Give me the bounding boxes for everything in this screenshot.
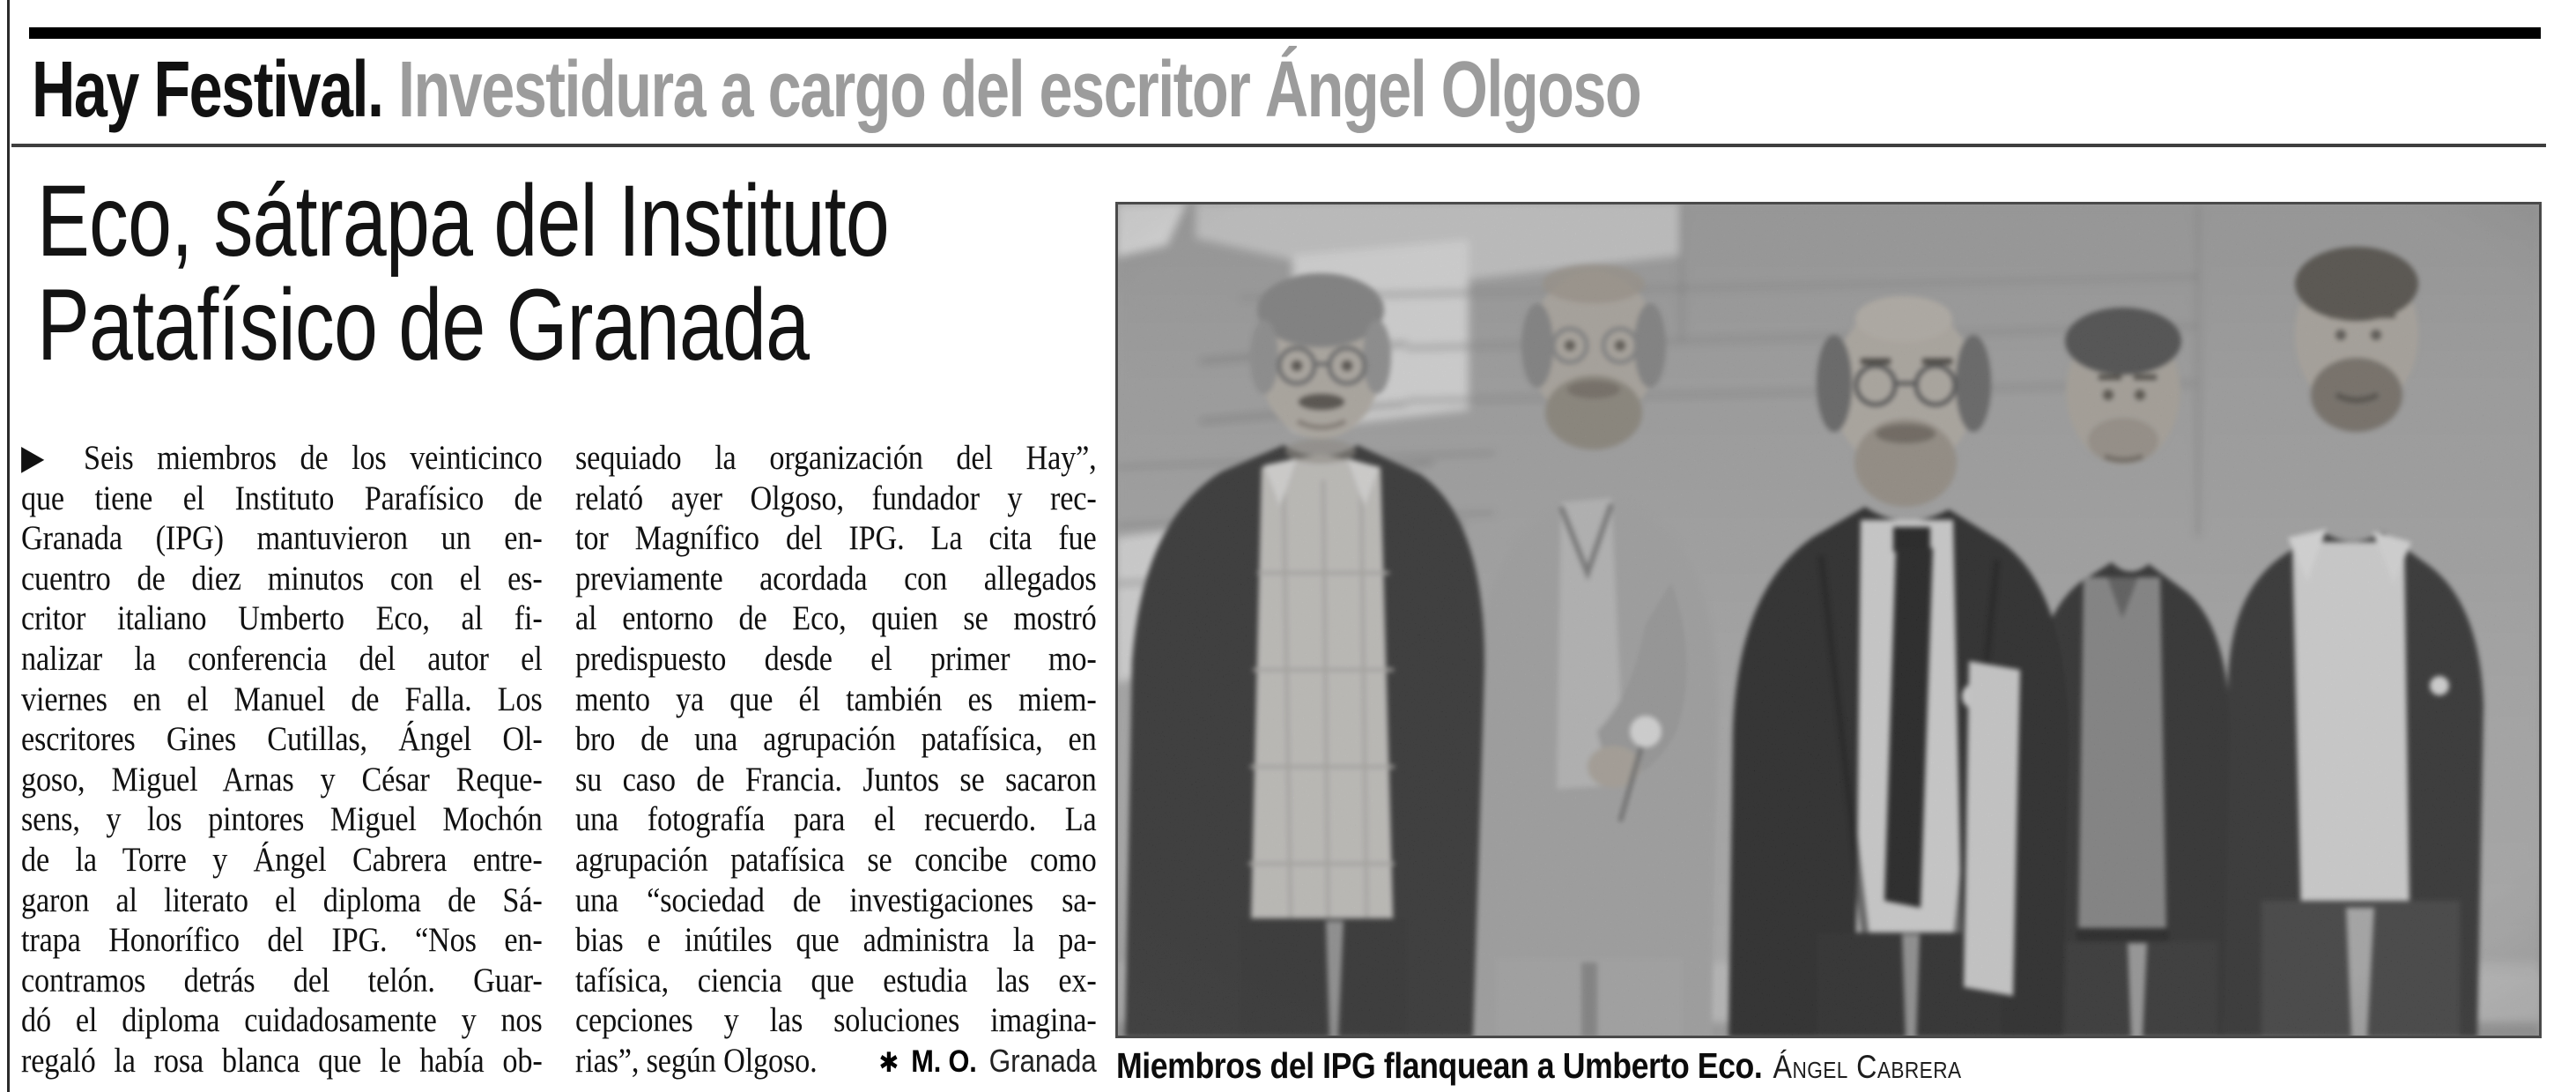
body-text-line: Granada (IPG) mantuvieron un en- bbox=[21, 519, 543, 558]
end-star-icon: ✱ bbox=[878, 1046, 899, 1079]
body-text-line: contramos detrás del telón. Guar- bbox=[21, 961, 543, 999]
group-photo-rendering bbox=[1116, 203, 2541, 1037]
body-text-line: cepciones y las soluciones imagina- bbox=[575, 1001, 1097, 1040]
body-text-line: regaló la rosa blanca que le había ob- bbox=[21, 1041, 543, 1080]
body-text-line: bro de una agrupación patafísica, en bbox=[575, 720, 1097, 759]
body-text-line: al entorno de Eco, quien se mostró bbox=[575, 599, 1097, 638]
body-text-line: viernes en el Manuel de Falla. Los bbox=[21, 680, 543, 718]
body-text-line: cuentro de diez minutos con el es- bbox=[21, 559, 543, 598]
body-text-line: tor Magnífico del IPG. La cita fue bbox=[575, 519, 1097, 558]
body-text-line: ▶ Seis miembros de los veinticinco bbox=[21, 439, 543, 477]
body-text-line: una fotografía para el recuerdo. La bbox=[575, 800, 1097, 839]
group-photo bbox=[1116, 203, 2541, 1037]
section-kicker: Hay Festival. bbox=[32, 46, 383, 134]
section-subtitle: Investidura a cargo del escritor Ángel Olgoso bbox=[397, 46, 1641, 134]
body-text-line: tafísica, ciencia que estudia las ex- bbox=[575, 961, 1097, 999]
article-column-2 bbox=[575, 438, 1097, 1084]
section-bar bbox=[29, 27, 2541, 39]
body-text-line: relató ayer Olgoso, fundador y rec- bbox=[575, 479, 1097, 517]
photo-caption: Miembros del IPG flanquean a Umberto Eco. bbox=[1116, 1045, 1763, 1086]
body-text-line: dó el diploma cuidadosamente y nos bbox=[21, 1001, 543, 1040]
headline bbox=[37, 165, 889, 382]
body-text-line: de la Torre y Ángel Cabrera entre- bbox=[21, 840, 543, 879]
body-text-line: bias e inútiles que administra la pa- bbox=[575, 921, 1097, 960]
photo-caption-row bbox=[1116, 1045, 2542, 1087]
article-column-1 bbox=[21, 438, 543, 1081]
body-text-line: mento ya que él también es miem- bbox=[575, 680, 1097, 718]
article-column-2-lines bbox=[575, 438, 1097, 1041]
body-text-line: sens, y los pintores Miguel Mochón bbox=[21, 800, 543, 839]
photo-grain-light bbox=[1116, 203, 2541, 1037]
body-text-line: garon al literato el diploma de Sá- bbox=[21, 880, 543, 919]
header-rule bbox=[11, 144, 2546, 147]
body-text-line: critor italiano Umberto Eco, al fi- bbox=[21, 599, 543, 638]
body-text-line: previamente acordada con allegados bbox=[575, 559, 1097, 598]
article-last-line bbox=[575, 1041, 1097, 1084]
body-text-line: trapa Honorífico del IPG. “Nos en- bbox=[21, 921, 543, 960]
byline bbox=[879, 1041, 1097, 1084]
headline-line-2: Patafísico de Granada bbox=[37, 269, 810, 382]
article-last-line-text: rias”, según Olgoso. bbox=[575, 1041, 818, 1080]
headline-line-1: Eco, sátrapa del Instituto bbox=[37, 165, 889, 278]
photo-credit: Ángel Cabrera bbox=[1773, 1049, 1962, 1085]
body-text-line: escritores Gines Cutillas, Ángel Ol- bbox=[21, 720, 543, 759]
body-text-line: agrupación patafísica se concibe como bbox=[575, 840, 1097, 879]
byline-initials: M. O. bbox=[911, 1044, 977, 1079]
body-text-line: nalizar la conferencia del autor el bbox=[21, 639, 543, 678]
body-text-line: que tiene el Instituto Parafísico de bbox=[21, 479, 543, 517]
masthead bbox=[32, 44, 1640, 136]
body-text-line: goso, Miguel Arnas y César Reque- bbox=[21, 760, 543, 799]
body-text-line: una “sociedad de investigaciones sa- bbox=[575, 880, 1097, 919]
body-text-line: su caso de Francia. Juntos se sacaron bbox=[575, 760, 1097, 799]
byline-place: Granada bbox=[988, 1042, 1097, 1079]
body-text-line: predispuesto desde el primer mo- bbox=[575, 639, 1097, 678]
left-column-rule bbox=[7, 0, 10, 1092]
body-text-line: sequiado la organización del Hay”, bbox=[575, 439, 1097, 477]
